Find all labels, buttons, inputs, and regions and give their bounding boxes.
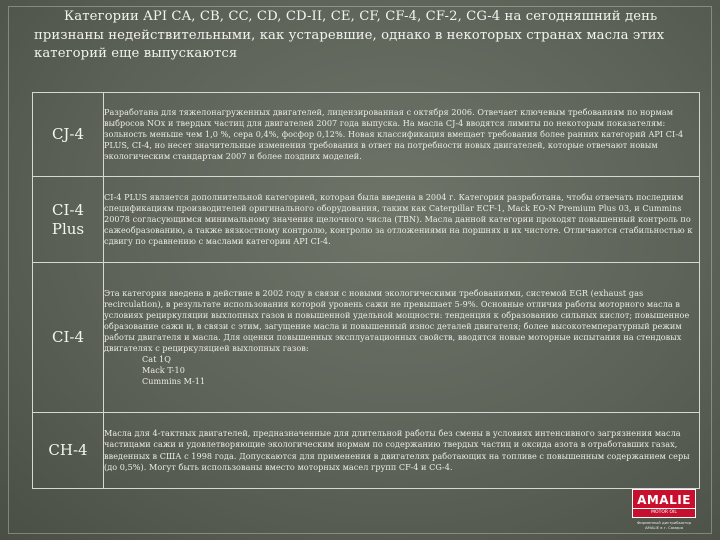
slide-heading: Категории API CA, CB, CC, CD, CD-II, CE, CF, CF-4, CF-2, CG-4 на сегодняшний день признаны недействительными, как устаревшие, однако в некоторых странах масла этих категорий еще выпускаются xyxy=(34,9,665,61)
category-table xyxy=(32,92,700,489)
category-name xyxy=(33,177,104,263)
category-name: CI-4 xyxy=(33,263,104,413)
category-description: Разработана для тяжелонагруженных двигателей, лицензированная с октября 2006. Отвечает ключевым требованиям по нормам выбросов NOх и твердых частиц для двигателей 2007 года выпуска. На масла CJ-4 вводятся лимиты по некоторым показателям: зольность меньше чем 1,0 %, сера 0,4%, фосфор 0,12%. Новая классификация вмещает требования более ранних категорий API CI-4 PLUS, CI-4, но несет значительные изменения требования в ответ на потребности новых двигателей, которые отвечают новым экологическим стандартам 2007 и более поздних моделей. xyxy=(104,93,700,177)
table-row xyxy=(33,413,700,489)
engine-test-list xyxy=(104,354,699,387)
category-name-part: Plus xyxy=(51,219,85,238)
logo-brand: AMALIE xyxy=(632,489,696,509)
category-name: CH-4 xyxy=(33,413,104,489)
logo-subtitle: MOTOR OIL xyxy=(632,509,696,518)
logo-tagline: Фирменный дистрибьютор AMALIE в г. Самара xyxy=(637,520,691,530)
table-row xyxy=(33,93,700,177)
engine-test-item: Cummins M-11 xyxy=(142,376,206,387)
engine-test-item: Cat 1Q xyxy=(142,354,171,365)
category-description: Масла для 4-тактных двигателей, предназначенные для длительной работы без смены в условиях интенсивного загрязнения масла частицами сажи и удовлетворяющие экологическим нормам по содержанию твердых частиц и оксида азота в отработавших газах, введенных в США с 1998 года. Допускаются для применения в двигателях работающих на топливе с повышенным содержанием серы (до 0,5%). Могут быть использованы вместо моторных масел групп CF-4 и CG-4. xyxy=(104,413,700,489)
category-description: CI-4 PLUS является дополнительной категорией, которая была введена в 2004 г. Категория разработана, чтобы отвечать последним спецификациям производителей оригинального оборудования, таким как Caterpillar ECF-1, Mack EO-N Premium Plus 03, и Cummins 20078 согласующимся минимальному значения щелочного числа (TBN). Масла данной категории проходят повышенный контроль по сажеобразованию, а также вязкостному контролю, контролю за отложениями на поршнях и их чистоте. Отличаются стабильностью к сдвигу по сравнению с маслами категории API CI-4. xyxy=(104,177,700,263)
engine-test-item: Mack T-10 xyxy=(142,365,185,376)
category-name-part: CI-4 xyxy=(51,200,84,219)
category-description xyxy=(104,263,700,413)
amalie-logo xyxy=(632,489,696,530)
category-name: CJ-4 xyxy=(33,93,104,177)
table-row xyxy=(33,263,700,413)
category-description-text: Эта категория введена в действие в 2002 году в связи с новыми экологическими требованиями, системой EGR (exhaust gas recirculation), в результате использования которой уровень сажи не превышает 5-9%. Основные отличия работы моторного масла в условиях рециркуляции выхлопных газов и повышенной удельной мощности: тенденция к образованию сильных кислот; повышенное образование сажи и, в связи с этим, загущение масла и повышенный износ деталей двигателя; более высокотемпературный режим работы двигателя и масла. Для оценки повышенных эксплуатационных свойств, вводятся новые моторные испытания на стендовых двигателях с рециркуляцией выхлопных газов: xyxy=(104,287,690,354)
table-row xyxy=(33,177,700,263)
